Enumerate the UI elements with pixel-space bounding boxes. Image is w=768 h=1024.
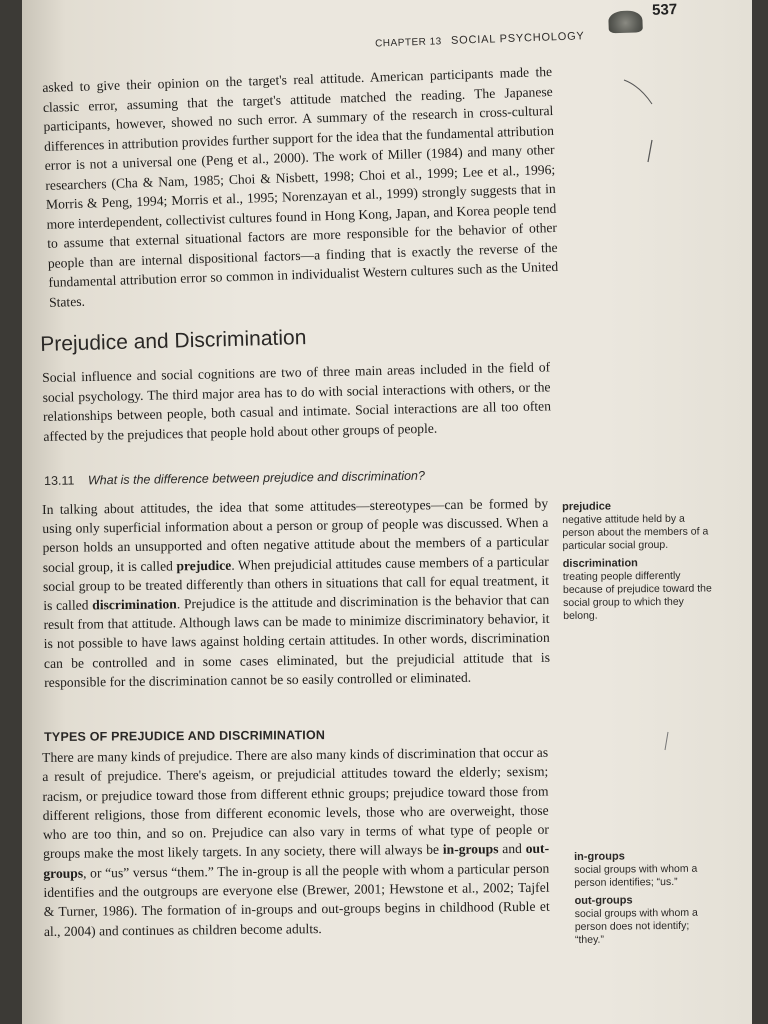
objective-number: 13.11	[44, 473, 75, 488]
section-heading: Prejudice and Discrimination	[40, 326, 307, 356]
paragraph-text: . When prejudicial attitudes cause members of a particular social group to be treated differently than others in situations that call for equal treatment, it is called	[42, 553, 550, 614]
glossary-definition: negative attitude held by a person about the members of a particular social group.	[562, 512, 709, 552]
keyword-out-groups: out-groups	[43, 841, 550, 881]
glossary-term: prejudice	[562, 500, 612, 513]
chapter-label	[375, 30, 585, 49]
learning-objective	[44, 469, 425, 488]
chapter-title: SOCIAL PSYCHOLOGY	[450, 30, 585, 47]
glossary-term: out-groups	[574, 894, 633, 907]
chapter-thumbnail-image	[608, 10, 643, 33]
margin-glossary-prejudice	[562, 498, 713, 627]
page-number: 537	[651, 1, 678, 19]
prejudice-discrimination-paragraph	[42, 494, 550, 692]
keyword-prejudice: prejudice	[176, 557, 232, 573]
paragraph-text: and	[498, 841, 526, 857]
pen-mark-icon	[622, 78, 662, 168]
types-paragraph	[42, 743, 550, 941]
glossary-term: in-groups	[574, 850, 625, 863]
glossary-term: discrimination	[562, 557, 638, 570]
glossary-definition: treating people differently because of prejudice toward the social group to which they belong.	[562, 569, 712, 622]
paragraph-text: In talking about attitudes, the idea that some attitudes—stereotypes—can be formed by using only superficial information about a person or group of people was discussed. When a person holds an unsupported and often negative attitude about the members of a particular social group, it is called	[42, 495, 549, 575]
keyword-in-groups: in-groups	[442, 841, 499, 858]
pen-mark-icon	[662, 730, 672, 754]
paragraph-text: There are many kinds of prejudice. There are also many kinds of discrimination that occur as a result of prejudice. There's ageism, or prejudicial attitudes toward the elderly; sexism; racism, or prejudice toward those from different ethnic groups; prejudice toward those from different religions, those from different economic levels, those who are overweight, those who are too thin, and so on. Prejudice can also vary in terms of what type of people or groups make the most likely targets. In any society, there will always be	[42, 744, 549, 862]
running-header	[362, 0, 743, 52]
margin-glossary-groups	[574, 848, 720, 951]
body-paragraph-top: asked to give their opinion on the target's real attitude. American participants made the classic error, assuming that the target's attitude matched the reading. The Japanese participants, however, showed no such error. A summary of the research in cross-cultural differences in attribution provides further support for the idea that the fundamental attribution error is not a universal one (Peng et al., 2000). The work of Miller (1984) and many other researchers (Cha & Nam, 1985; Choi & Nisbett, 1998; Choi et al., 1999; Lee et al., 1996; Morris & Peng, 1994; Morris et al., 1995; Norenzayan et al., 1999) strongly suggests that in more interdependent, collectivist cultures found in Hong Kong, Japan, and Korea people tend to assume that external situational factors are more responsible for the behavior of other people than are internal dispositional factors—a finding that is exactly the reverse of the fundamental attribution error so common in individualist Western cultures such as the United States.	[42, 63, 559, 310]
subsection-heading: TYPES OF PREJUDICE AND DISCRIMINATION	[44, 728, 326, 744]
keyword-discrimination: discrimination	[92, 596, 177, 613]
paragraph-text: . Prejudice is the attitude and discrimination is the behavior that can result from that attitude. Although laws can be made to minimize discriminatory behavior, it is not possible to have laws against holding certain attitudes. In other words, discrimination can be controlled and in some cases eliminated, but the prejudicial attitude that is responsible for the discrimination cannot be so easily controlled or eliminated.	[43, 591, 551, 690]
textbook-page	[22, 0, 752, 1024]
section-intro-paragraph: Social influence and social cognitions are two of three main areas included in the field of social psychology. The third major area has to do with social interactions with others, or the relationships between people, both casual and intimate. Social interactions are all too often affected by the prejudices that people hold about other groups of people.	[42, 359, 552, 444]
objective-text: What is the difference between prejudice and discrimination?	[87, 468, 426, 488]
glossary-definition: social groups with whom a person identifies; “us.”	[574, 862, 698, 889]
chapter-number: CHAPTER 13	[374, 36, 442, 50]
glossary-definition: social groups with whom a person does not identify; “they.”	[574, 906, 698, 946]
paragraph-text: , or “us” versus “them.” The in-group is all the people with whom a particular person identifies and the outgroups are everyone else (Brewer, 2001; Hewstone et al., 2002; Tajfel & Turner, 1986). The formation of in-groups and out-groups begins in childhood (Ruble et al., 2004) and continues as children become adults.	[43, 860, 550, 939]
